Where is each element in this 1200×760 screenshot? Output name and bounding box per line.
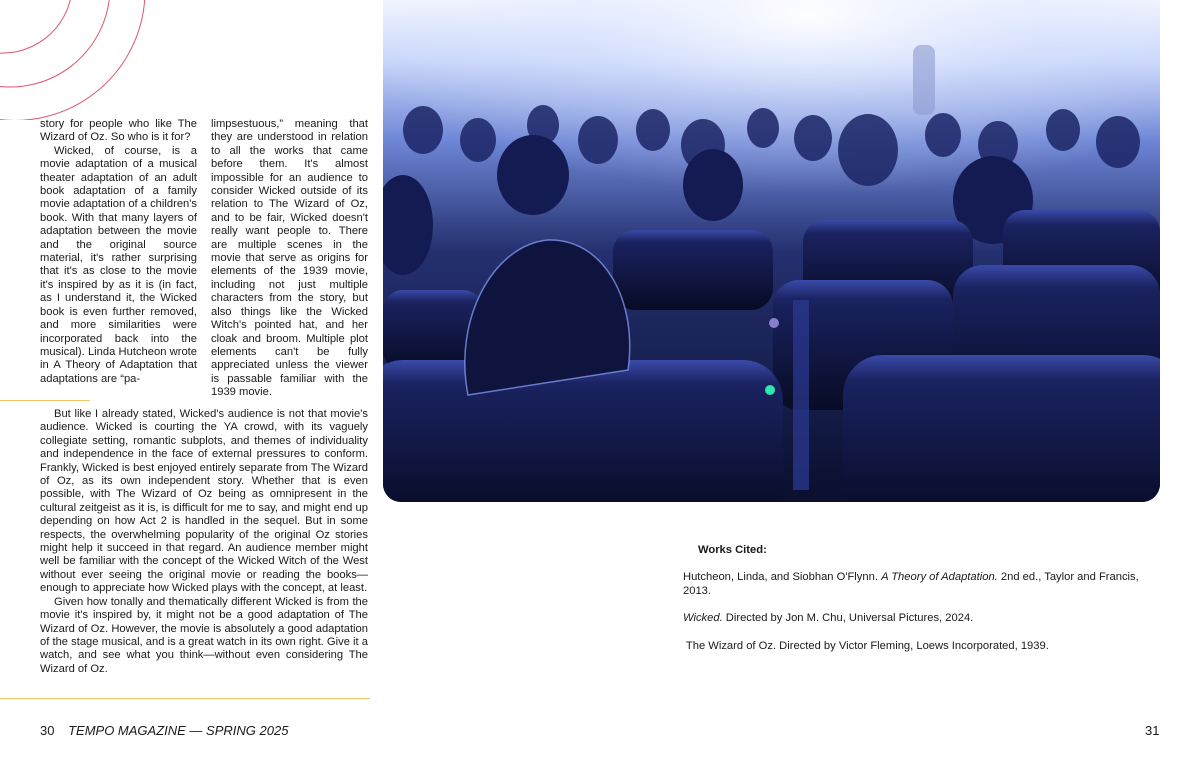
paragraph: But like I already stated, Wicked's audience is not that movie's audience. Wicked is courting the YA crowd, with its vaguely collegiate setting, romantic subplots, and themes of individuality and independence in the face of external pressures to conform. Frankly, Wicked is best enjoyed entirely separate from The Wizard of Oz, as its own independent story. Whether that is even possible, with The Wizard of Oz being as omnipresent in the cultural zeitgeist as it is, is difficult for me to say, and might end up depending on how Act 2 is handled in the sequel. But in some respects, the overwhelming popularity of the original Oz stories might help it succeed in that regard. An audience member might well be familiar with the concept of the Wicked Witch of the West without ever seeing the original movie or reading the books—enough to appreciate how Wicked plays with the concept, at least. (40, 408, 368, 595)
citation-title: A Theory of Adaptation. (881, 571, 998, 584)
paragraph: Given how tonally and thematically different Wicked is from the movie it's inspired by, it might not be a good adaptation of The Wizard of Oz. However, the movie is absolutely a good adaptation of the stage musical, and is a great watch in its own right. Give it a watch, and see what you think—without even considering The Wizard of Oz. (40, 595, 368, 675)
glow-dot (769, 318, 779, 328)
accent-rule-bottom (0, 698, 370, 699)
paragraph: limpsestuous,” meaning that they are understood in relation to all the works that came before them. It's almost impossible for an audience to consider Wicked outside of its relation to The Wizard of Oz, and to be fair, Wicked doesn't really want people to. There are multiple scenes in the movie that serve as origins for elements of the 1939 movie, including not just multiple characters from the story, but also things like the Wicked Witch's pointed hat, and her cloak and broom. Multiple plot elements can't be fully appreciated unless the viewer is passable familiar with the 1939 movie. (211, 118, 368, 399)
citation-text: The Wizard of Oz. Directed by Victor Fleming, Loews Incorporated, 1939. (683, 639, 1049, 652)
citation-title: Wicked. (683, 612, 723, 625)
article-column-2 (211, 118, 368, 400)
footer-right (1145, 723, 1159, 738)
article-column-1 (40, 118, 197, 386)
decorative-arcs (0, 0, 200, 120)
deco-arc-2 (0, 0, 110, 87)
page-number: 30 (40, 723, 55, 738)
citation (683, 571, 1160, 598)
presenter-silhouette (913, 45, 935, 115)
paragraph: story for people who like The Wizard of Oz. So who is it for? (40, 118, 197, 144)
citation-text: 2nd ed., Taylor and Francis, 2013. (683, 571, 1139, 597)
page-number: 31 (1145, 723, 1160, 738)
deco-arc-3 (0, 0, 72, 53)
paragraph: Wicked, of course, is a movie adaptation of a musical theater adaptation of an adult book adaptation of a family movie adaptation of a children's book. With that many layers of adaptation between the movie and the original source material, it's rather surprising that it's as close to the movie it's inspired by as it is (in fact, as I understand it, the Wicked book is even further removed, and more similarities were incorporated back into the musical). Linda Hutcheon wrote in A Theory of Adaptation that adaptations are “pa- (40, 144, 197, 385)
citation-text: Directed by Jon M. Chu, Universal Pictures, 2024. (722, 612, 974, 625)
works-cited (683, 544, 1160, 667)
footer-left (40, 723, 288, 738)
deco-arc-1 (0, 0, 145, 120)
cinema-audience-photo (383, 0, 1160, 502)
glow-dot (765, 385, 775, 395)
citation (683, 612, 1160, 625)
citation-text: Hutcheon, Linda, and Siobhan O'Flynn. (683, 571, 882, 584)
works-cited-heading: Works Cited: (698, 544, 767, 556)
aisle-lights (793, 300, 809, 490)
citation (683, 640, 1160, 653)
accent-rule-top (0, 400, 90, 401)
magazine-title: TEMPO MAGAZINE — SPRING 2025 (68, 723, 289, 738)
article-wide-column (40, 408, 368, 676)
